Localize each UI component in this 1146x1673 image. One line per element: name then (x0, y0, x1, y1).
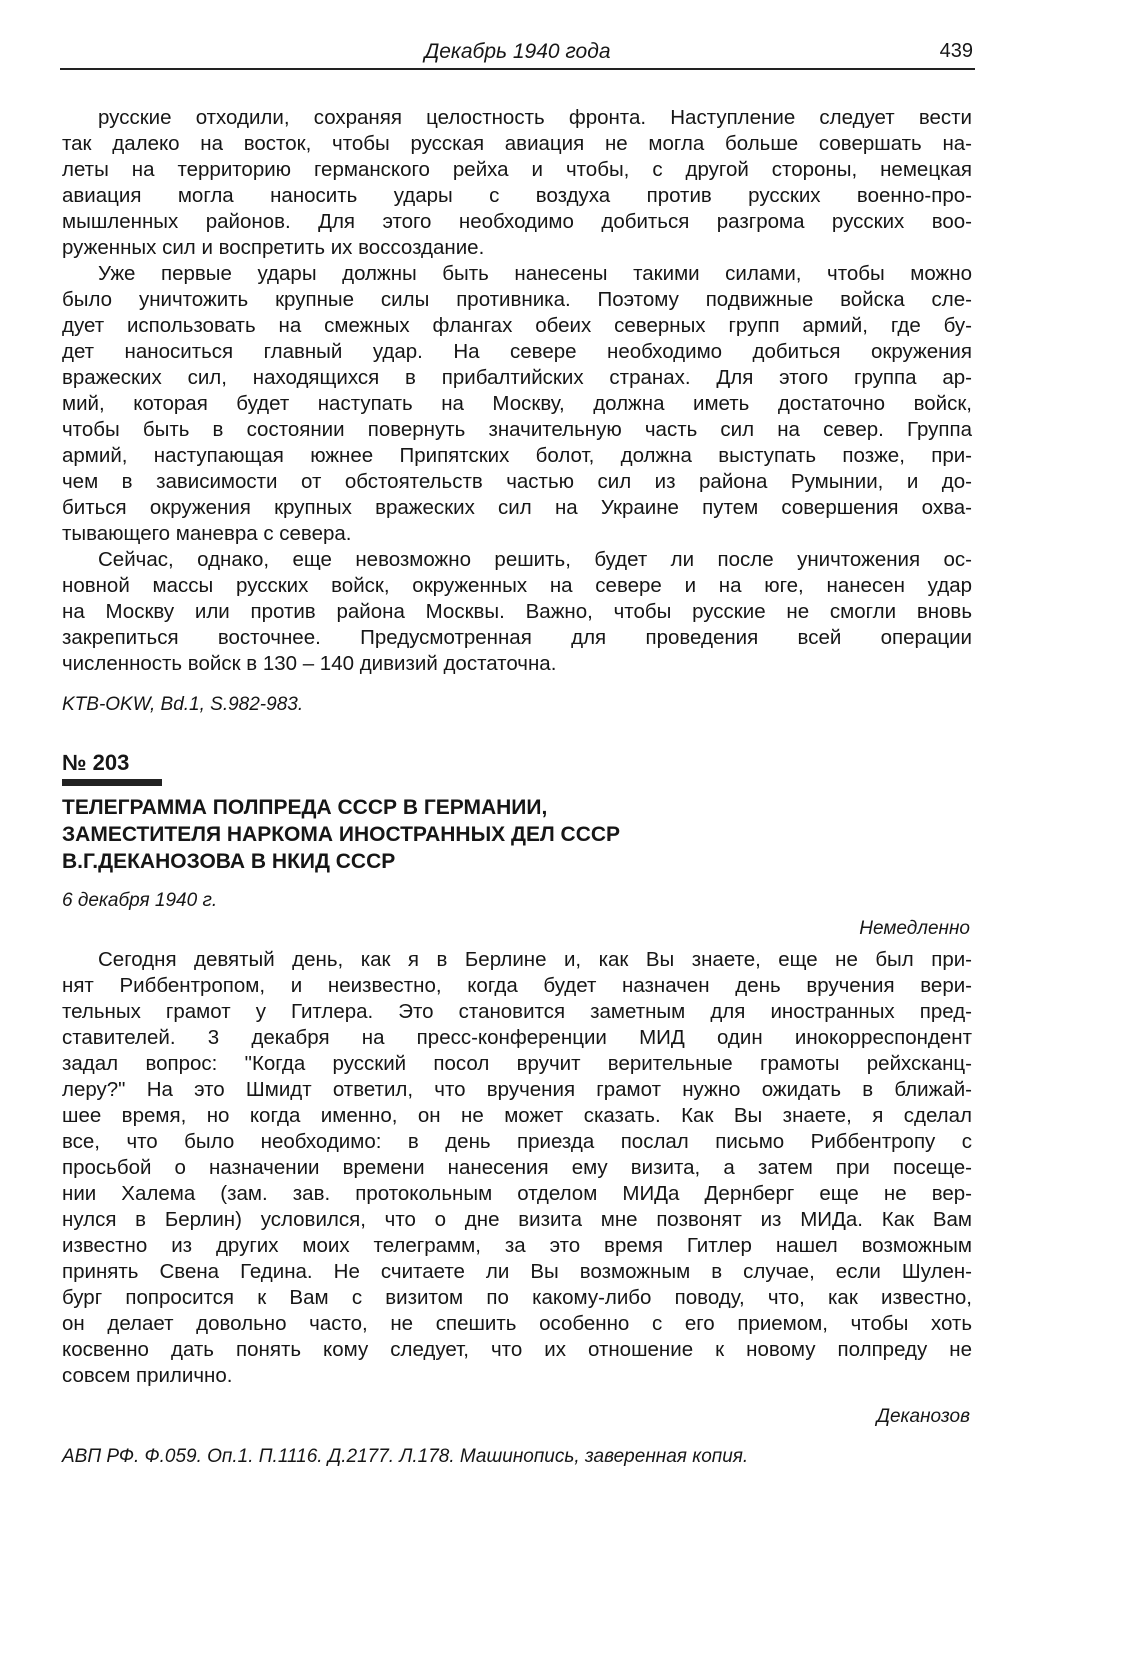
text-line: вражеских сил, находящихся в прибалтийских странах. Для этого группа ар- (62, 366, 972, 389)
text-line: леты на территорию германского рейха и чтобы, с другой стороны, немецкая (62, 158, 972, 181)
signature: Деканозов (876, 1406, 970, 1427)
text-line: известно из других моих телеграмм, за это время Гитлер нашел возможным (62, 1234, 972, 1257)
text-line: нят Риббентропом, и неизвестно, когда будет назначен день вручения вери- (62, 974, 972, 997)
text-line: нулся в Берлин) условился, что о дне визита мне позвонят из МИДа. Как Вам (62, 1208, 972, 1231)
text-line: тывающего маневра с севера. (62, 522, 352, 545)
text-line: леру?" На это Шмидт ответил, что вручения грамот нужно ожидать в ближай- (62, 1078, 972, 1101)
document-title-line: В.Г.ДЕКАНОЗОВА В НКИД СССР (62, 850, 396, 873)
text-line: на Москву или против района Москвы. Важно, чтобы русские не смогли вновь (62, 600, 972, 623)
text-line: так далеко на восток, чтобы русская авиация не могла больше совершать на- (62, 132, 972, 155)
text-line: совсем прилично. (62, 1364, 233, 1387)
text-line: мий, которая будет наступать на Москву, должна иметь достаточно войск, (62, 392, 972, 415)
text-line: чтобы быть в состоянии повернуть значительную часть сил на север. Группа (62, 418, 972, 441)
text-line: бург попросится к Вам с визитом по какому-либо поводу, что, как известно, (62, 1286, 972, 1309)
text-line: руженных сил и воспретить их воссоздание. (62, 236, 485, 259)
text-line: русские отходили, сохраняя целостность фронта. Наступление следует вести (98, 106, 972, 129)
text-line: биться окружения крупных вражеских сил на Украине путем совершения охва- (62, 496, 972, 519)
text-line: Уже первые удары должны быть нанесены такими силами, чтобы можно (98, 262, 972, 285)
text-line: дует использовать на смежных флангах обеих северных групп армий, где бу- (62, 314, 972, 337)
text-line: косвенно дать понять кому следует, что их отношение к новому полпреду не (62, 1338, 972, 1361)
text-line: чем в зависимости от обстоятельств частью сил из района Румынии, и до- (62, 470, 972, 493)
text-line: Сейчас, однако, еще невозможно решить, будет ли после уничтожения ос- (98, 548, 972, 571)
paragraph-3 (62, 547, 972, 677)
text-line: было уничтожить крупные силы противника. Поэтому подвижные войска сле- (62, 288, 972, 311)
text-line: авиация могла наносить удары с воздуха против русских военно-про- (62, 184, 972, 207)
archive-reference: АВП РФ. Ф.059. Оп.1. П.1116. Д.2177. Л.178. Машинопись, заверенная копия. (62, 1446, 749, 1467)
text-line: тельных грамот у Гитлера. Это становится заметным для иностранных пред- (62, 1000, 972, 1023)
text-line: нии Халема (зам. зав. протокольным отделом МИДа Дернберг еще не вер- (62, 1182, 972, 1205)
document-number-underline (62, 779, 162, 786)
text-line: новной массы русских войск, окруженных на севере и на юге, нанесен удар (62, 574, 972, 597)
source-citation: KTB-OKW, Bd.1, S.982-983. (62, 694, 304, 715)
document-title-line: ЗАМЕСТИТЕЛЯ НАРКОМА ИНОСТРАННЫХ ДЕЛ СССР (62, 823, 621, 846)
telegram-body (62, 947, 972, 1389)
text-line: Сегодня девятый день, как я в Берлине и, как Вы знаете, еще не был при- (98, 948, 972, 971)
text-line: принять Свена Гедина. Не считаете ли Вы возможным в случае, если Шулен- (62, 1260, 972, 1283)
text-line: ставителей. 3 декабря на пресс-конференции МИД один инокорреспондент (62, 1026, 972, 1049)
document-date: 6 декабря 1940 г. (62, 890, 218, 911)
document-title (62, 794, 620, 875)
text-line: численность войск в 130 – 140 дивизий достаточна. (62, 652, 557, 675)
running-header (60, 38, 975, 70)
text-line: армий, наступающая южнее Припятских болот, должна выступать позже, при- (62, 444, 972, 467)
paragraph-1 (62, 105, 972, 261)
page-number: 439 (939, 40, 973, 62)
text-line: дет наноситься главный удар. На севере необходимо добиться окружения (62, 340, 972, 363)
text-line: шее время, но когда именно, он не может сказать. Как Вы знаете, я сделал (62, 1104, 972, 1127)
text-line: все, что было необходимо: в день приезда послал письмо Риббентропу с (62, 1130, 972, 1153)
text-line: мышленных районов. Для этого необходимо добиться разгрома русских воо- (62, 210, 972, 233)
document-number: № 203 (62, 750, 130, 775)
text-line: задал вопрос: "Когда русский посол вручит верительные грамоты рейхсканц- (62, 1052, 972, 1075)
text-line: закрепиться восточнее. Предусмотренная для проведения всей операции (62, 626, 972, 649)
text-line: он делает довольно часто, не спешить особенно с его приемом, чтобы хоть (62, 1312, 972, 1335)
paragraph-2 (62, 261, 972, 547)
document-title-line: ТЕЛЕГРАММА ПОЛПРЕДА СССР В ГЕРМАНИИ, (62, 796, 548, 819)
running-header-title: Декабрь 1940 года (424, 40, 611, 63)
text-line: просьбой о назначении времени нанесения ему визита, а затем при посеще- (62, 1156, 972, 1179)
urgency-mark: Немедленно (859, 918, 970, 939)
